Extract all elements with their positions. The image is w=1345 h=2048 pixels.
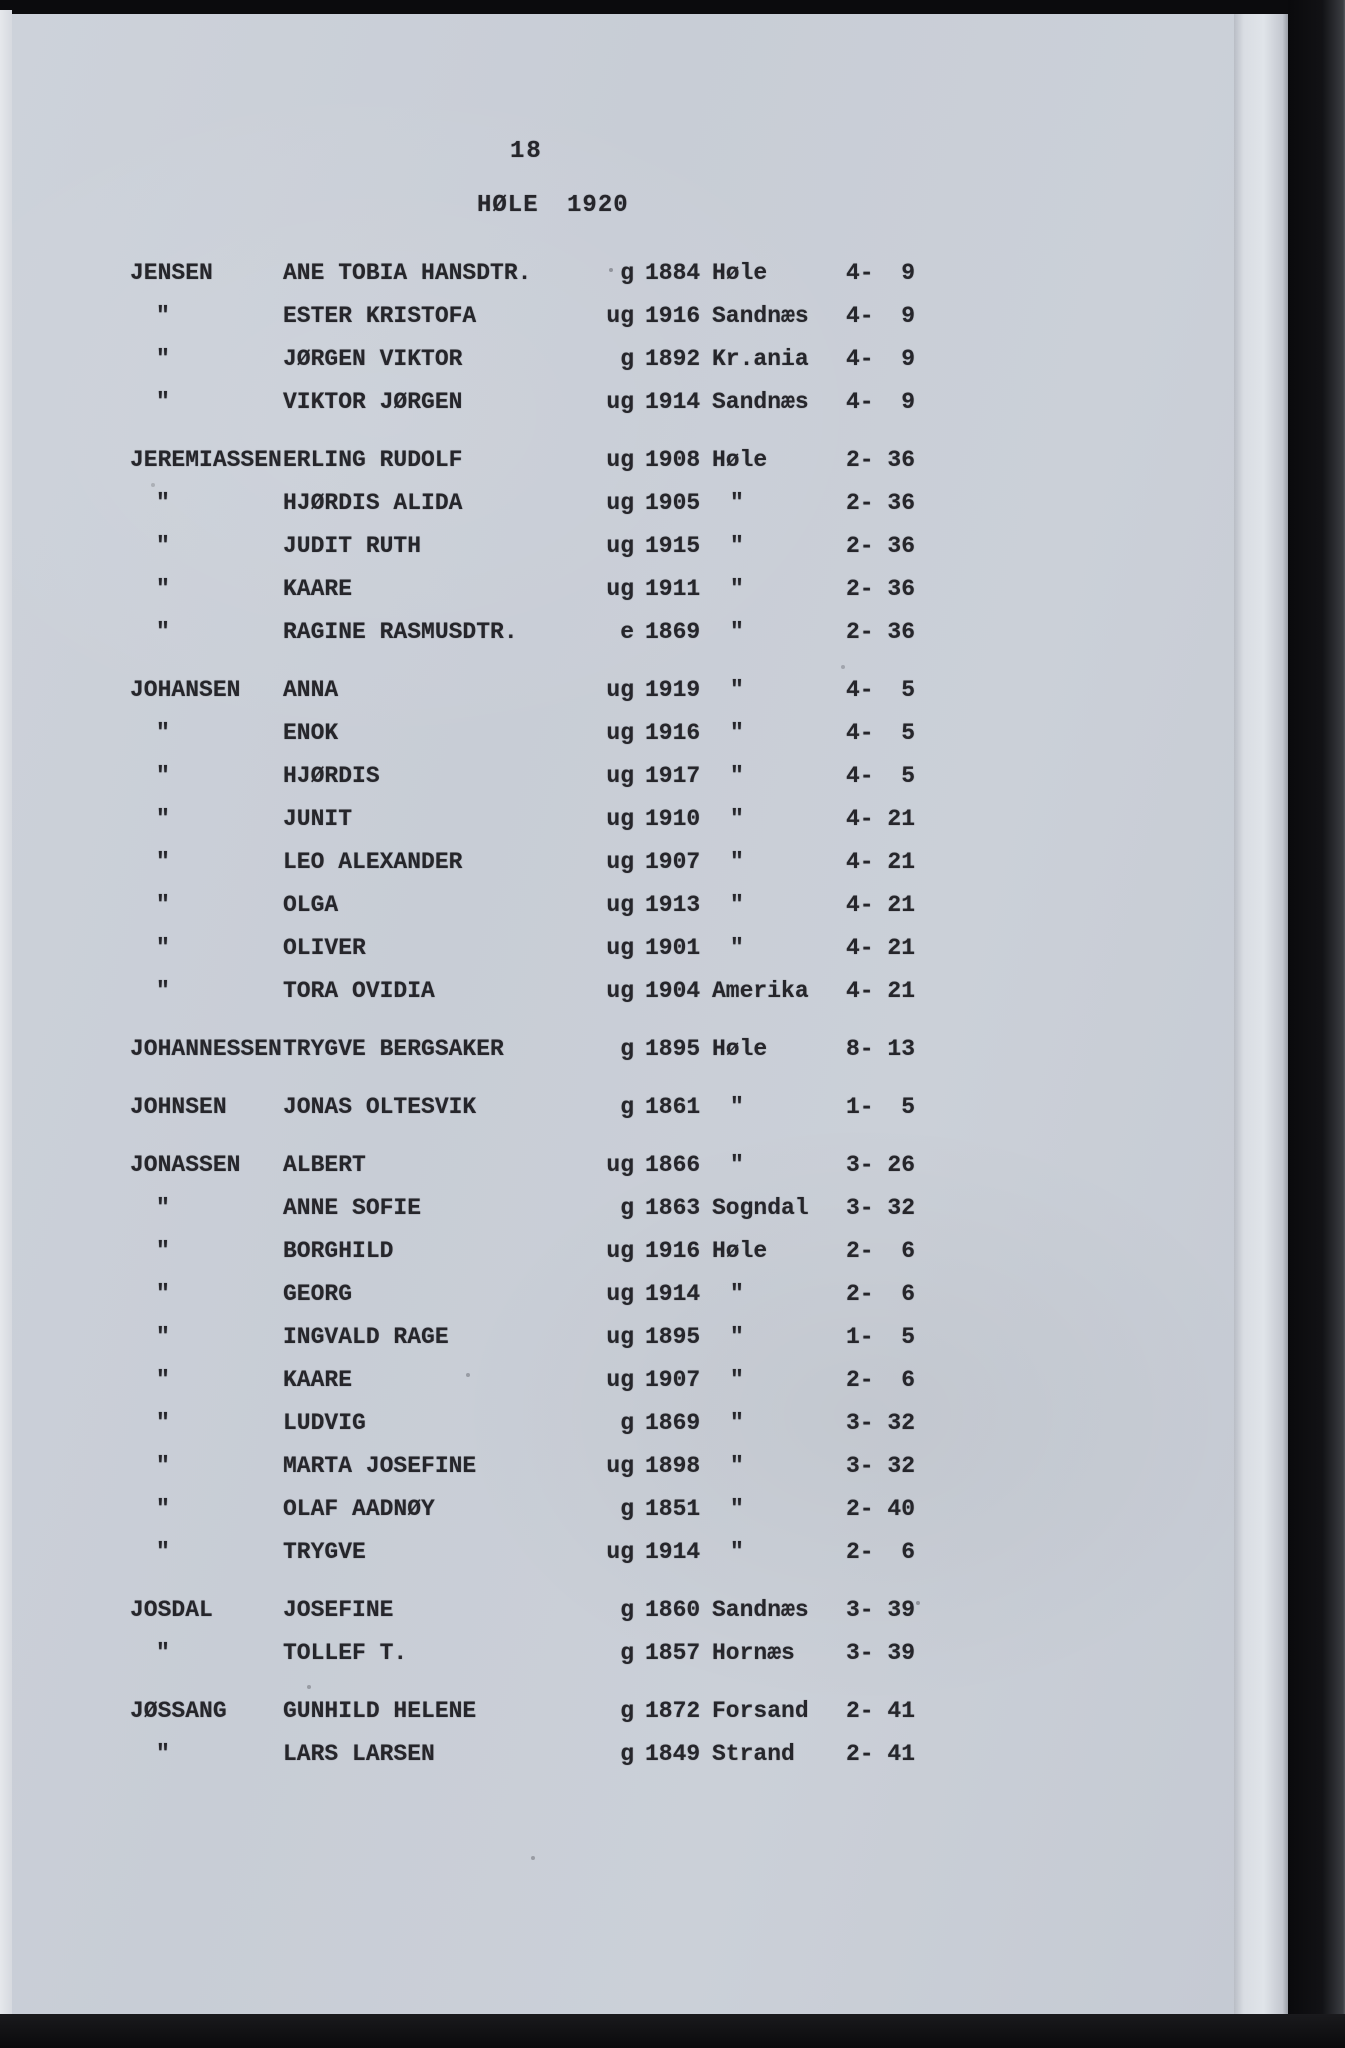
birth-year-cell: 1898 [645, 1453, 701, 1479]
table-row [12, 935, 1234, 978]
birthplace-cell: Amerika [712, 978, 809, 1004]
table-row [12, 303, 1234, 346]
surname-group [12, 1036, 1234, 1079]
birth-year-cell: 1895 [645, 1324, 701, 1350]
table-row [12, 677, 1234, 720]
surname-cell-ditto: " [156, 849, 170, 875]
reference-cell: 2- 6 [846, 1281, 916, 1307]
table-row [12, 1597, 1234, 1640]
birth-year-cell: 1905 [645, 490, 701, 516]
table-row [12, 533, 1234, 576]
marital-status-cell: ug [606, 1238, 634, 1264]
reference-cell: 3- 39 [846, 1640, 916, 1666]
surname-cell-ditto: " [156, 892, 170, 918]
marital-status-cell: ug [606, 806, 634, 832]
birthplace-cell-ditto: " [730, 892, 744, 918]
surname-cell-ditto: " [156, 978, 170, 1004]
given-name-cell: JONAS OLTESVIK [283, 1094, 477, 1120]
marital-status-cell: g [620, 1698, 634, 1724]
marital-status-cell: e [620, 619, 634, 645]
surname-cell-ditto: " [156, 1195, 170, 1221]
birthplace-cell: Sandnæs [712, 1597, 809, 1623]
surname-cell-ditto: " [156, 1453, 170, 1479]
surname-cell-ditto: " [156, 533, 170, 559]
birthplace-cell-ditto: " [730, 619, 744, 645]
birth-year-cell: 1904 [645, 978, 701, 1004]
marital-status-cell: g [620, 1741, 634, 1767]
given-name-cell: LARS LARSEN [283, 1741, 435, 1767]
page-left-edge [0, 10, 12, 2014]
surname-cell-ditto: " [156, 1741, 170, 1767]
table-row [12, 849, 1234, 892]
marital-status-cell: ug [606, 447, 634, 473]
given-name-cell: MARTA JOSEFINE [283, 1453, 477, 1479]
reference-cell: 4- 5 [846, 677, 916, 703]
given-name-cell: OLIVER [283, 935, 366, 961]
census-register-table [12, 260, 1234, 1799]
birthplace-cell-ditto: " [730, 1410, 744, 1436]
surname-cell-ditto: " [156, 1367, 170, 1393]
surname-cell-ditto: " [156, 576, 170, 602]
table-row [12, 1539, 1234, 1582]
surname-cell-ditto: " [156, 935, 170, 961]
reference-cell: 4- 21 [846, 806, 916, 832]
given-name-cell: JØRGEN VIKTOR [283, 346, 463, 372]
table-row [12, 806, 1234, 849]
surname-group [12, 260, 1234, 432]
given-name-cell: ANNE SOFIE [283, 1195, 422, 1221]
surname-cell-ditto: " [156, 1410, 170, 1436]
surname-group [12, 1152, 1234, 1582]
birthplace-cell-ditto: " [730, 1281, 744, 1307]
table-row [12, 763, 1234, 806]
birthplace-cell-ditto: " [730, 1539, 744, 1565]
marital-status-cell: ug [606, 490, 634, 516]
reference-cell: 4- 21 [846, 849, 916, 875]
surname-cell-ditto: " [156, 1238, 170, 1264]
surname-cell-ditto: " [156, 346, 170, 372]
surname-cell-ditto: " [156, 1496, 170, 1522]
table-row [12, 1195, 1234, 1238]
birthplace-cell-ditto: " [730, 1453, 744, 1479]
given-name-cell: HJØRDIS [283, 763, 380, 789]
table-row [12, 892, 1234, 935]
marital-status-cell: g [620, 1597, 634, 1623]
reference-cell: 1- 5 [846, 1324, 916, 1350]
birth-year-cell: 1907 [645, 1367, 701, 1393]
reference-cell: 8- 13 [846, 1036, 916, 1062]
table-row [12, 1410, 1234, 1453]
birthplace-cell-ditto: " [730, 935, 744, 961]
given-name-cell: BORGHILD [283, 1238, 394, 1264]
page-title: HØLE 1920 [477, 192, 629, 219]
birth-year-cell: 1860 [645, 1597, 701, 1623]
birth-year-cell: 1861 [645, 1094, 701, 1120]
birthplace-cell-ditto: " [730, 490, 744, 516]
given-name-cell: ANE TOBIA HANSDTR. [283, 260, 532, 286]
birthplace-cell-ditto: " [730, 720, 744, 746]
table-row [12, 346, 1234, 389]
given-name-cell: JUNIT [283, 806, 353, 832]
marital-status-cell: g [620, 1640, 634, 1666]
reference-cell: 1- 5 [846, 1094, 916, 1120]
birth-year-cell: 1892 [645, 346, 701, 372]
birth-year-cell: 1872 [645, 1698, 701, 1724]
surname-cell-ditto: " [156, 490, 170, 516]
surname-cell-ditto: " [156, 1324, 170, 1350]
birth-year-cell: 1908 [645, 447, 701, 473]
reference-cell: 2- 36 [846, 533, 916, 559]
reference-cell: 2- 36 [846, 576, 916, 602]
surname-cell-ditto: " [156, 763, 170, 789]
birth-year-cell: 1917 [645, 763, 701, 789]
marital-status-cell: ug [606, 892, 634, 918]
reference-cell: 4- 9 [846, 303, 916, 329]
marital-status-cell: ug [606, 763, 634, 789]
table-row [12, 447, 1234, 490]
table-row [12, 1238, 1234, 1281]
birthplace-cell-ditto: " [730, 1324, 744, 1350]
birth-year-cell: 1914 [645, 389, 701, 415]
table-row [12, 1281, 1234, 1324]
birthplace-cell: Strand [712, 1741, 795, 1767]
table-row [12, 1698, 1234, 1741]
birthplace-cell: Sandnæs [712, 389, 809, 415]
birthplace-cell: Sogndal [712, 1195, 809, 1221]
given-name-cell: JOSEFINE [283, 1597, 394, 1623]
marital-status-cell: ug [606, 677, 634, 703]
marital-status-cell: ug [606, 978, 634, 1004]
reference-cell: 3- 26 [846, 1152, 916, 1178]
table-row [12, 1324, 1234, 1367]
birthplace-cell-ditto: " [730, 576, 744, 602]
marital-status-cell: ug [606, 303, 634, 329]
surname-cell: JØSSANG [130, 1698, 227, 1724]
table-row [12, 1741, 1234, 1784]
surname-cell: JENSEN [130, 260, 213, 286]
marital-status-cell: g [620, 260, 634, 286]
birth-year-cell: 1914 [645, 1539, 701, 1565]
given-name-cell: TRYGVE BERGSAKER [283, 1036, 504, 1062]
birthplace-cell-ditto: " [730, 806, 744, 832]
reference-cell: 4- 9 [846, 346, 916, 372]
birthplace-cell: Høle [712, 1238, 768, 1264]
reference-cell: 2- 41 [846, 1698, 916, 1724]
surname-cell: JOHNSEN [130, 1094, 227, 1120]
reference-cell: 4- 21 [846, 935, 916, 961]
marital-status-cell: ug [606, 533, 634, 559]
table-row [12, 1640, 1234, 1683]
birth-year-cell: 1915 [645, 533, 701, 559]
birthplace-cell: Hornæs [712, 1640, 795, 1666]
given-name-cell: ESTER KRISTOFA [283, 303, 477, 329]
given-name-cell: GEORG [283, 1281, 353, 1307]
scanner-background-bottom [0, 2014, 1345, 2048]
reference-cell: 3- 32 [846, 1410, 916, 1436]
reference-cell: 4- 5 [846, 763, 916, 789]
birth-year-cell: 1916 [645, 720, 701, 746]
given-name-cell: TRYGVE [283, 1539, 366, 1565]
birthplace-cell-ditto: " [730, 1094, 744, 1120]
birth-year-cell: 1919 [645, 677, 701, 703]
given-name-cell: JUDIT RUTH [283, 533, 422, 559]
given-name-cell: ALBERT [283, 1152, 366, 1178]
given-name-cell: OLAF AADNØY [283, 1496, 435, 1522]
surname-cell-ditto: " [156, 720, 170, 746]
given-name-cell: GUNHILD HELENE [283, 1698, 477, 1724]
given-name-cell: LUDVIG [283, 1410, 366, 1436]
birthplace-cell-ditto: " [730, 1496, 744, 1522]
reference-cell: 3- 32 [846, 1195, 916, 1221]
reference-cell: 4- 9 [846, 260, 916, 286]
table-row [12, 389, 1234, 432]
birthplace-cell-ditto: " [730, 677, 744, 703]
surname-cell-ditto: " [156, 1640, 170, 1666]
birth-year-cell: 1849 [645, 1741, 701, 1767]
scan-speckles [12, 14, 14, 16]
marital-status-cell: ug [606, 935, 634, 961]
reference-cell: 3- 32 [846, 1453, 916, 1479]
given-name-cell: HJØRDIS ALIDA [283, 490, 463, 516]
birth-year-cell: 1911 [645, 576, 701, 602]
surname-cell: JOHANNESSEN [130, 1036, 282, 1062]
reference-cell: 2- 6 [846, 1238, 916, 1264]
birth-year-cell: 1884 [645, 260, 701, 286]
page-number: 18 [510, 138, 543, 165]
table-row [12, 619, 1234, 662]
table-row [12, 978, 1234, 1021]
table-row [12, 260, 1234, 303]
marital-status-cell: g [620, 1036, 634, 1062]
table-row [12, 1453, 1234, 1496]
scanner-background-right [1288, 0, 1345, 2048]
surname-group [12, 1597, 1234, 1683]
reference-cell: 2- 36 [846, 490, 916, 516]
birth-year-cell: 1869 [645, 619, 701, 645]
surname-cell: JOSDAL [130, 1597, 213, 1623]
surname-cell-ditto: " [156, 1539, 170, 1565]
surname-cell-ditto: " [156, 1281, 170, 1307]
surname-group [12, 677, 1234, 1021]
surname-cell: JEREMIASSEN [130, 447, 282, 473]
birthplace-cell: Høle [712, 447, 768, 473]
surname-cell: JOHANSEN [130, 677, 241, 703]
birth-year-cell: 1901 [645, 935, 701, 961]
reference-cell: 4- 5 [846, 720, 916, 746]
birthplace-cell-ditto: " [730, 533, 744, 559]
birth-year-cell: 1866 [645, 1152, 701, 1178]
paper [12, 14, 1234, 2014]
reference-cell: 2- 41 [846, 1741, 916, 1767]
given-name-cell: ENOK [283, 720, 339, 746]
marital-status-cell: ug [606, 1367, 634, 1393]
marital-status-cell: ug [606, 849, 634, 875]
marital-status-cell: ug [606, 1324, 634, 1350]
surname-cell-ditto: " [156, 806, 170, 832]
birth-year-cell: 1851 [645, 1496, 701, 1522]
birth-year-cell: 1869 [645, 1410, 701, 1436]
surname-cell-ditto: " [156, 303, 170, 329]
given-name-cell: TORA OVIDIA [283, 978, 435, 1004]
birthplace-cell: Sandnæs [712, 303, 809, 329]
table-row [12, 1496, 1234, 1539]
reference-cell: 3- 39 [846, 1597, 916, 1623]
surname-group [12, 447, 1234, 662]
marital-status-cell: ug [606, 576, 634, 602]
surname-group [12, 1094, 1234, 1137]
table-row [12, 490, 1234, 533]
reference-cell: 2- 36 [846, 447, 916, 473]
marital-status-cell: ug [606, 1453, 634, 1479]
birthplace-cell-ditto: " [730, 763, 744, 789]
surname-cell: JONASSEN [130, 1152, 241, 1178]
birth-year-cell: 1907 [645, 849, 701, 875]
given-name-cell: VIKTOR JØRGEN [283, 389, 463, 415]
marital-status-cell: g [620, 1410, 634, 1436]
table-row [12, 1036, 1234, 1079]
marital-status-cell: g [620, 1094, 634, 1120]
table-row [12, 1094, 1234, 1137]
given-name-cell: INGVALD RAGE [283, 1324, 449, 1350]
table-row [12, 576, 1234, 619]
marital-status-cell: g [620, 1195, 634, 1221]
table-row [12, 1152, 1234, 1195]
given-name-cell: TOLLEF T. [283, 1640, 408, 1666]
marital-status-cell: ug [606, 1152, 634, 1178]
birth-year-cell: 1916 [645, 303, 701, 329]
given-name-cell: ERLING RUDOLF [283, 447, 463, 473]
reference-cell: 4- 21 [846, 978, 916, 1004]
surname-group [12, 1698, 1234, 1784]
scanner-background-top [0, 0, 1345, 14]
birthplace-cell: Høle [712, 260, 768, 286]
given-name-cell: OLGA [283, 892, 339, 918]
given-name-cell: ANNA [283, 677, 339, 703]
marital-status-cell: ug [606, 389, 634, 415]
birth-year-cell: 1916 [645, 1238, 701, 1264]
surname-cell-ditto: " [156, 619, 170, 645]
page-stack-edge [1234, 14, 1288, 2014]
birthplace-cell: Kr.ania [712, 346, 809, 372]
marital-status-cell: ug [606, 1281, 634, 1307]
surname-cell-ditto: " [156, 389, 170, 415]
given-name-cell: KAARE [283, 1367, 353, 1393]
birth-year-cell: 1913 [645, 892, 701, 918]
marital-status-cell: g [620, 1496, 634, 1522]
table-row [12, 720, 1234, 763]
birth-year-cell: 1914 [645, 1281, 701, 1307]
birth-year-cell: 1910 [645, 806, 701, 832]
reference-cell: 2- 40 [846, 1496, 916, 1522]
reference-cell: 2- 6 [846, 1539, 916, 1565]
reference-cell: 2- 6 [846, 1367, 916, 1393]
marital-status-cell: g [620, 346, 634, 372]
given-name-cell: KAARE [283, 576, 353, 602]
birthplace-cell: Høle [712, 1036, 768, 1062]
reference-cell: 2- 36 [846, 619, 916, 645]
birthplace-cell-ditto: " [730, 849, 744, 875]
birth-year-cell: 1895 [645, 1036, 701, 1062]
reference-cell: 4- 9 [846, 389, 916, 415]
birthplace-cell-ditto: " [730, 1367, 744, 1393]
birth-year-cell: 1857 [645, 1640, 701, 1666]
marital-status-cell: ug [606, 720, 634, 746]
given-name-cell: LEO ALEXANDER [283, 849, 463, 875]
birthplace-cell-ditto: " [730, 1152, 744, 1178]
birthplace-cell: Forsand [712, 1698, 809, 1724]
birth-year-cell: 1863 [645, 1195, 701, 1221]
marital-status-cell: ug [606, 1539, 634, 1565]
reference-cell: 4- 21 [846, 892, 916, 918]
given-name-cell: RAGINE RASMUSDTR. [283, 619, 518, 645]
table-row [12, 1367, 1234, 1410]
